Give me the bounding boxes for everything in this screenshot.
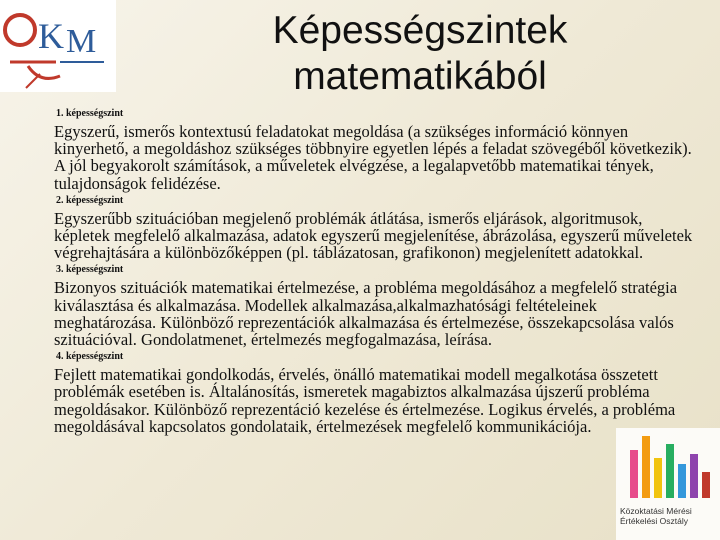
okm-logo-graphic [0,0,116,92]
svg-text:M: M [66,23,97,60]
okm-logo [0,0,116,92]
level-4-label: 4. képességszint [56,351,124,363]
level-2-text: Egyszerűbb szituációban megjelenő problémák átlátása, ismerős eljárások, algoritmusok, képletek megfelelő alkalmazása, adatok egyszerű megjelenítése, ábrázolása, egyszerű műveletek végrehajtására a különbözőképpen (pl. táblázatosan, grafikonon) megjelenített adatokkal. [54,208,693,263]
corner-logo-text [620,506,720,526]
level-2-label: 2. képességszint [56,194,124,206]
corner-logo-line-2: Értékelési Osztály [620,516,689,526]
levels-content [54,108,694,438]
level-3-label: 3. képességszint [56,264,124,276]
title-line-1: Képességszintek [272,9,568,52]
level-4-text: Fejlett matematikai gondolkodás, érvelés, önálló matematikai modell megalkotása összetett problémák esetében is. Általánosítás, ismeretek magabiztos alkalmazása újszerű probléma megoldásakor. Különböző reprezentáció kezelése és értelmezése. Logikus érvelés, a probléma megoldásával kapcsolatos gondolataik, értelmezések megfelelő kommunikációja. [54,365,676,436]
level-1-label: 1. képességszint [56,108,124,119]
bar-logo-icon [616,428,720,506]
oktatasi-hivatal-logo [616,428,720,540]
level-1-text: Egyszerű, ismerős kontextusú feladatokat megoldása (a szükséges információ könnyen kinyerhető, a megoldáshoz szükséges többnyire egyetlen lépés a feladat szövegéből következik). A jól begyakorolt számítások, a műveletek elvégzése, a legalapvetőbb matematikai tények, tulajdonságok felidézése. [54,122,692,193]
page-title [230,8,610,100]
title-line-2: matematikából [293,55,547,98]
svg-text:K: K [38,16,64,56]
level-3-text: Bizonyos szituációk matematikai értelmezése, a probléma megoldásához a megfelelő stratégia kiválasztása és alkalmazása. Modellek alkalmazása,alkalmazhatósági feltételeinek meghatározása. Különböző reprezentációk alkalmazása és értelmezése, összekapcsolása valós szituációval. Gondolatmenet, értelmezés megfogalmazása, leírása. [54,278,678,350]
corner-logo-line-1: Közoktatási Mérési [620,506,692,516]
